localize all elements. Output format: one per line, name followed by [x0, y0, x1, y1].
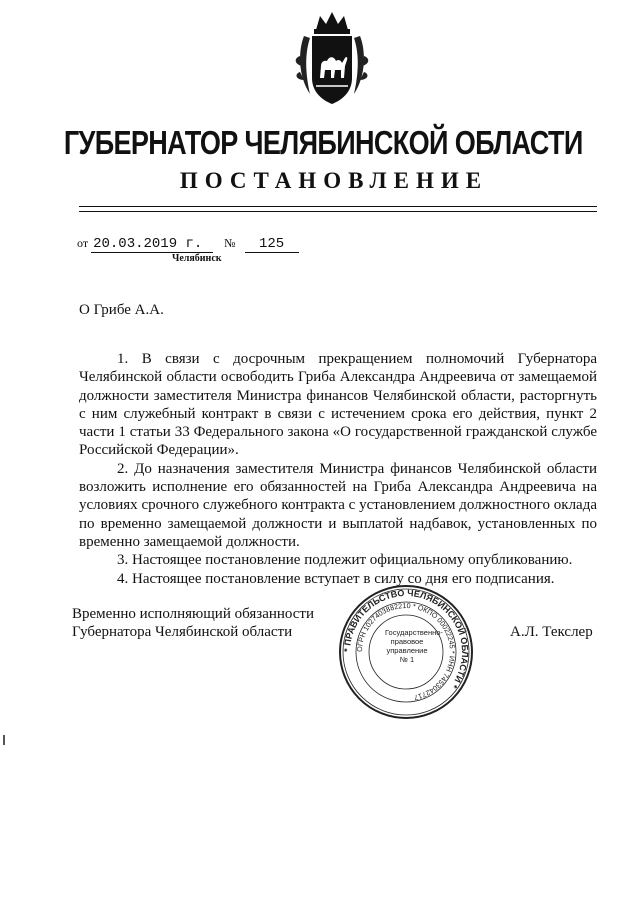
seal-center-line-1: Государственно- — [385, 628, 443, 637]
coat-of-arms-icon — [290, 6, 374, 106]
date-prefix: от — [77, 236, 89, 250]
paragraph-1: 1. В связи с досрочным прекращением полномочий Губернатора Челябинской области освободить Гриба Александра Андреевича от замещаемой должности заместителя Министра финансов Челябинской области, расторгнуть с ним служебный контракт в связи с истечением срока его действия, пункт 2 части 1 статьи 33 Федерального закона «О государственной гражданской службе Российской Федерации». — [79, 351, 597, 459]
seal-inner-text: ОГРН 1027403882210 * ОКПО 00022245 * ИНН 7453042717 — [354, 600, 458, 703]
header-divider — [79, 206, 597, 207]
number-sign: № — [224, 236, 236, 250]
issue-city: Челябинск — [172, 253, 222, 264]
document-date: 20.03.2019 г. — [91, 236, 213, 253]
seal-center-line-4: № 1 — [399, 655, 415, 664]
date-number-line — [77, 236, 299, 253]
signer-position-line-2: Губернатора Челябинской области — [72, 624, 293, 640]
document-type: ПОСТАНОВЛЕНИЕ — [179, 168, 489, 193]
document-body — [79, 350, 597, 588]
seal-outer-text: * ПРАВИТЕЛЬСТВО ЧЕЛЯБИНСКОЙ ОБЛАСТИ * — [341, 587, 471, 691]
authority-title: ГУБЕРНАТОР ЧЕЛЯБИНСКОЙ ОБЛАСТИ — [63, 124, 583, 161]
paragraph-2: 2. До назначения заместителя Министра финансов Челябинской области возложить исполнение его обязанностей на Гриба Александра Андреевича на условиях срочного служебного контракта с установлением должностного оклада по временно замещаемой должности и выплатой надбавок, установленных по временно замещаемой должности. — [79, 460, 597, 550]
seal-center-line-2: правовое — [390, 637, 424, 646]
paragraph-3: 3. Настоящее постановление подлежит официальному опубликованию. — [117, 552, 573, 569]
seal-center-text — [385, 628, 443, 664]
header-divider-thin — [79, 211, 597, 212]
paragraph-4: 4. Настоящее постановление вступает в силу со дня его подписания. — [117, 570, 555, 587]
scan-mark — [3, 735, 5, 745]
document-subject: О Грибе А.А. — [79, 302, 164, 318]
signer-name: А.Л. Текслер — [510, 624, 593, 640]
signer-position — [72, 605, 314, 641]
document-number: 125 — [245, 236, 299, 253]
seal-center-line-3: управление — [386, 646, 428, 655]
signer-position-line-1: Временно исполняющий обязанности — [72, 606, 315, 622]
